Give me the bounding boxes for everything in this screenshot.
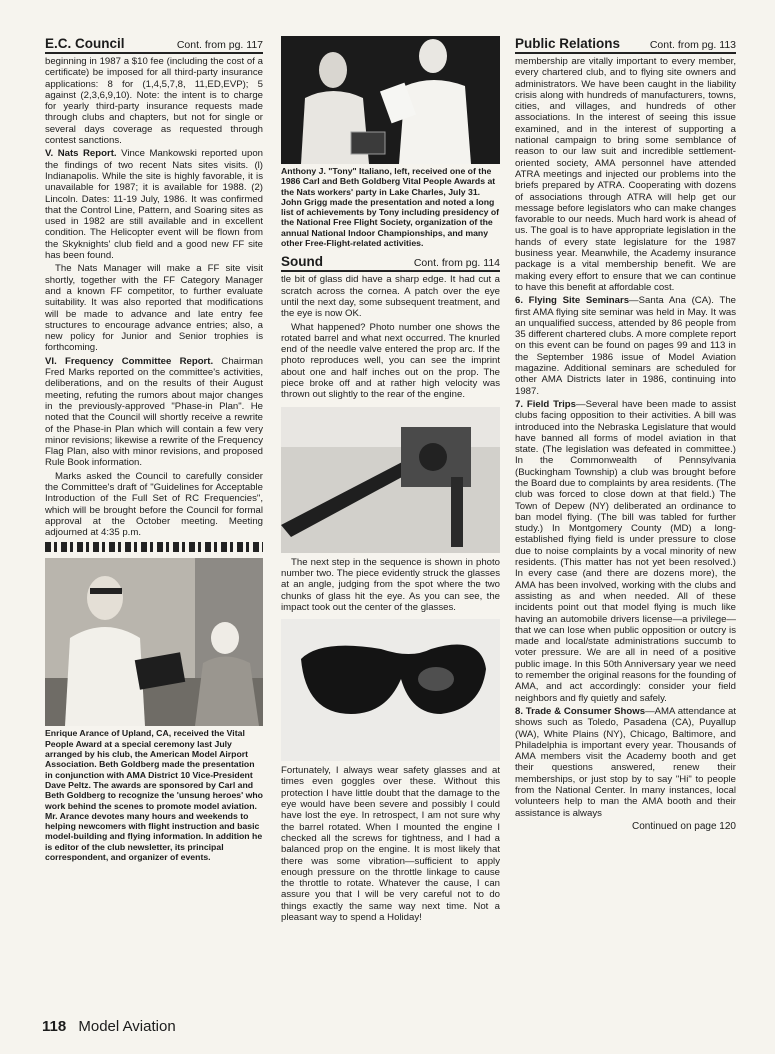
photo-italiano-illustration [281, 36, 500, 164]
page-number: 118 [42, 1018, 67, 1035]
ec-para-nats [45, 148, 263, 261]
ec-para-5: Marks asked the Council to carefully consider the Committee's draft of "Guidelines for Acceptable Introduction of the Full Set of RC Frequencies", which will be brought before the Council for formal approval at the October meeting. Meeting adjourned at 4:35 p.m. [45, 470, 263, 539]
sound-header [281, 254, 500, 272]
sound-para-4: Fortunately, I always wear safety glasses and at times even goggles over these. Without this protection I have little doubt that the damage to the eye would have been severe and possibly I could have lost the eye. In retrospect, I am not sure why the barrel rotated. When I mounted the engine I checked all the screws for tightness, and I had a balanced prop on the engine. It is most likely that there was some vibration—sufficient to apply enough pressure on the throttle linkage to cause the throttle to rotate. Whatever the cause, I can assure you that I will be very careful not to do things exactly the same way next time. Not a pleasant way to spend a Holiday! [281, 765, 500, 923]
ec-council-title: E.C. Council [45, 36, 125, 51]
photo-arance [45, 558, 263, 726]
sound-title: Sound [281, 254, 323, 270]
sound-para-1: tle bit of glass did have a sharp edge. It had cut a scratch across the cornea. A patch over the eye until the next day, some subsequent treatment, and the eye is now OK. [281, 274, 500, 320]
photo-prop-illustration [281, 407, 500, 553]
pr-header [515, 36, 736, 54]
pr-para-8 [515, 706, 736, 819]
pr-8-text: —AMA attendance at shows such as Toledo, Pasadena (CA), Puyallup (WA), White Plains (NY), Chicago, Baltimore, and Philadelphia is important every year. Thousands of AMA members visit the Academy booth and get their questions answered, renew their memberships, or just stop by to say "Hi" to people from the National Center. In many instances, local volunteers help to man the AMA booth and their assistance is always [515, 705, 736, 819]
photo-glasses-illustration [281, 619, 500, 761]
freq-heading: VI. Frequency Committee Report. [45, 355, 214, 367]
nats-text: Vince Mankowski reported upon the findings of two recent Nats sites visits. (l) Indianapolis. While the site is highly favorable, it is unavailable for 1987; it is available for 1988. (2) Lincoln. Dates: 11-19 July, 1986. It was confirmed that the Control Line, Pattern, and Soaring sites as used in 1982 are still available and in excellent condition. The Helicopter event will be flown from the Skyknights' club field and a good new FF site has been found. [45, 148, 264, 262]
nats-heading: V. Nats Report. [45, 148, 117, 160]
pr-para-6 [515, 295, 736, 397]
pr-7-text: —Several have been made to assist clubs facing opposition to their activities. A bill was introduced into the Nebraska Legislature that would have banned all forms of model aviation in that state. (The legislation was defeated in committee.) In the Commonwealth of Pennsylvania (Buckingham Township) a club was brought before the Board due to complaints by area residents. (The club was forced to close down at that field.) The Town of Depew (NY) deliberated an ordinance to ban model flying. (The bill was tabled for further study.) In Montgomery County (MD) a long-established flying field is under pressure to close due to noise complaints by a vocal minority of new residents. (This matter has not yet been resolved.) In every case (and there are dozens more), the AMA has been involved, working with the clubs and assisting as and when needed. All of these incidents point out that model flying is much like having an automobile drivers license—a privilege—that we can lose when public opposition or outcry is made and local/state administrations succumb to voter pressure. We are all in need of a positive public image. In this 50th Anniversary year we need to remember the original reasons for the founding of AMA, and act accordingly: consider your field neighbors and fly quietly and safely. [515, 398, 736, 704]
pr-6-heading: 6. Flying Site Seminars [515, 295, 630, 307]
ec-council-cont: Cont. from pg. 117 [176, 39, 263, 51]
sound-para-3: The next step in the sequence is shown in photo number two. The piece evidently struck the glasses at an angle, judging from the spot where the two chunks of glass hit the eye. As you can see, the impact took out the center of the glasses. [281, 556, 500, 613]
page-footer [42, 1018, 176, 1035]
pr-cont: Cont. from pg. 113 [649, 39, 736, 51]
freq-text: Chairman Fred Marks reported on the committee's activities, deliberations, and on the results of their August meeting, refuting the rumors about major changes in the previously-approved "Phase-in Plan". He noted that the Council will shortly receive a rewrite of the Phase-in Plan which will contain a few very minor revisions; likewise a rewrite of the Frequency Flag Plan, also with minor revisions, and proposed Rule Book information. [45, 355, 263, 469]
photo-italiano [281, 36, 500, 164]
pr-para-7 [515, 399, 736, 704]
photo-prop-engine [281, 407, 500, 553]
ornamental-divider [45, 542, 263, 552]
ec-council-header [45, 36, 263, 54]
ec-para-3: The Nats Manager will make a FF site visit shortly, together with the FF Category Manager and a known FF competitor, to further evaluate suitability. It was also reported that modifications will be made to advance and late entry fee structures to encourage advance entries; also, a new policy for Junior and Senior trophies is forthcoming. [45, 263, 263, 354]
ec-para-1: beginning in 1987 a $10 fee (including the cost of a certificate) be imposed for all third-party insurance applications: 8 for (1,4,5,7,8, 11,ED,EVP); 5 against (2,3,6,9,10). Note: the intent is to charge for yearly third-party insurance requests made through clubs and chapters, but not for single or several days coverage as requested through contest sanctions. [45, 56, 263, 147]
pr-6-text: —Santa Ana (CA). The first AMA flying site seminar was held in May. It was an unqualified success, attended by 86 people from 35 different chartered clubs. A more complete report on this event can be found on pages 99 and 113 in the September 1986 issue of Model Aviation magazine. Additional seminars are scheduled for other AMA Districts later in 1986, continuing into 1987. [515, 295, 736, 397]
magazine-name: Model Aviation [78, 1018, 176, 1035]
pr-para-1: membership are vitally important to every member, every chartered club, and to flying site owners and administrators. We have been caught in the liability crisis along with hundreds of manufacturers, towns, cities, and villages, and hundreds of other associations. In the interest of seeing this issue examined, and in the interest of supporting a national campaign to bring some semblance of reason to our law suit and incredible settlement-oriented society, AMA personnel have attended ATRA meetings and injected our problems into the briefs prepared by ATRA. Cooperating with dozens of associations through ATRA will help get our message before legislators who can make changes favorable to our needs. Much hard work is ahead of us. The goal is to have appropriate legislation in the hands of every state legislature for the 1987 business year. Meanwhile, the Academy insurance package is a vital membership benefit. We are making every effort to ensure that we can continue to have this benefit at affordable cost. [515, 56, 736, 293]
pr-8-heading: 8. Trade & Consumer Shows [515, 705, 646, 717]
continued-note: Continued on page 120 [632, 820, 736, 832]
caption-italiano: Anthony J. "Tony" Italiano, left, received one of the 1986 Carl and Beth Goldberg Vital People Awards at the Nats workers' party in Lake Charles, July 31. John Grigg made the presentation and noted a long list of achievements by Tony including presidency of the National Free Flight Society, organization of the annual National Indoor Championships, and many other Free-Flight-related activities. [281, 166, 500, 249]
column-middle [281, 36, 500, 925]
sound-cont: Cont. from pg. 114 [413, 257, 500, 270]
sound-para-2: What happened? Photo number one shows the rotated barrel and what next occurred. The knurled end of the needle valve entered the prop arc. If the photo reproduces well, you can see the imprint about one and half inches out on the prop. The piece broke off and at rather high velocity was thrown out slightly to the rear of the engine. [281, 321, 500, 401]
photo-arance-illustration [45, 558, 263, 726]
photo-broken-glasses [281, 619, 500, 761]
pr-title: Public Relations [515, 36, 621, 51]
column-right [515, 36, 736, 832]
caption-arance: Enrique Arance of Upland, CA, received the Vital People Award at a special ceremony last July arranged by his club, the American Model Airport Association. Beth Goldberg made the presentation in conjunction with AMA District 10 Vice-President Dave Peltz. The awards are sponsored by Carl and Beth Goldberg to recognize the 'unsung heroes' who work behind the scenes to promote model aviation. Mr. Arance devotes many hours and weekends to helping newcomers with flight instruction and basic model-building and flying information. In addition he is editor of the club newsletter, its principal correspondent, and organizer of events. [45, 728, 263, 863]
pr-7-heading: 7. Field Trips [515, 398, 576, 410]
ec-para-freq [45, 356, 263, 469]
column-left [45, 36, 263, 868]
